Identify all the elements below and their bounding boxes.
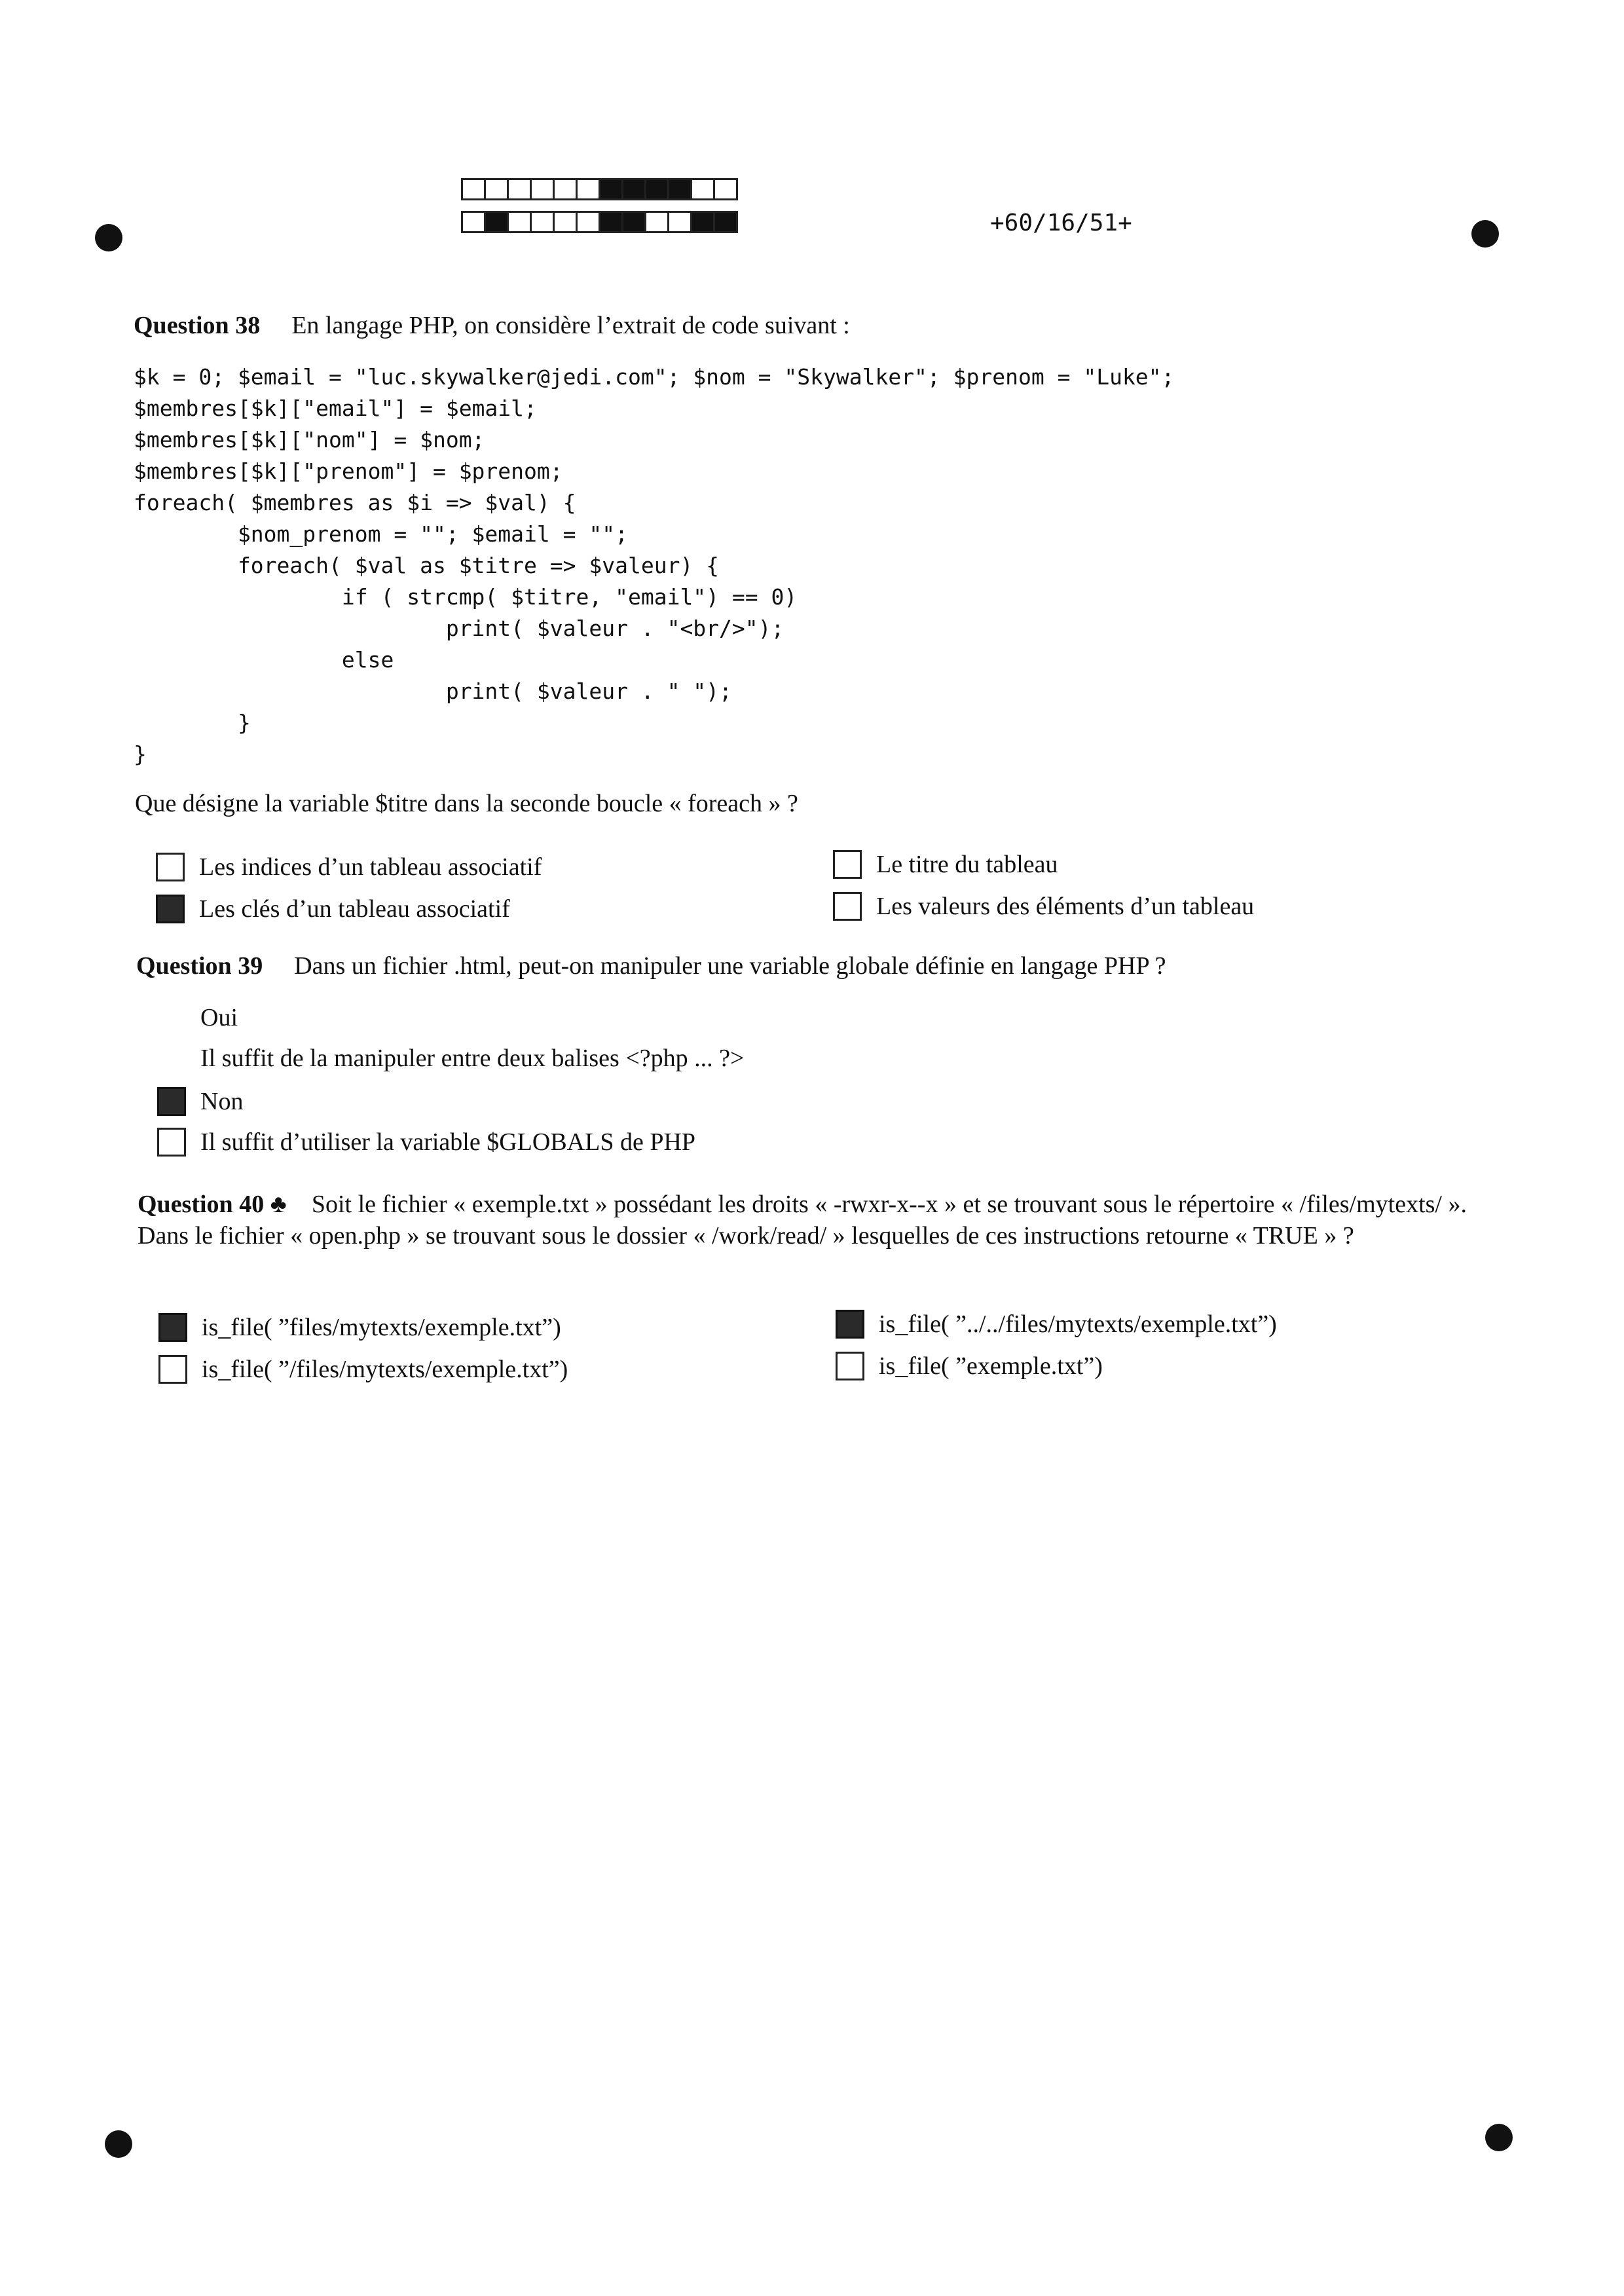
- q40-option-2-checkbox[interactable]: [158, 1355, 187, 1384]
- question-38-title: [134, 311, 850, 340]
- bc2-cell-1: [484, 211, 509, 233]
- q39-option-3-label: Non: [200, 1088, 244, 1115]
- question-40-block: [138, 1189, 1467, 1251]
- registration-mark-bottom-right: [1485, 2124, 1513, 2151]
- q40-option-4-checkbox[interactable]: [836, 1352, 864, 1380]
- bc1-cell-8: [644, 178, 669, 200]
- question-40-label: Question 40 ♣: [138, 1191, 287, 1218]
- registration-mark-top-left: [95, 224, 122, 251]
- q38-option-3-label: Le titre du tableau: [876, 851, 1058, 878]
- q40-option-2[interactable]: [158, 1355, 568, 1384]
- bc1-cell-7: [621, 178, 646, 200]
- bc1-cell-9: [667, 178, 692, 200]
- bc2-cell-9: [667, 211, 692, 233]
- registration-mark-top-right: [1471, 220, 1499, 248]
- bc1-cell-0: [461, 178, 486, 200]
- q40-option-3-label: is_file( ”../../files/mytexts/exemple.txt”): [879, 1310, 1277, 1338]
- bc1-cell-3: [530, 178, 555, 200]
- bc2-cell-5: [576, 211, 600, 233]
- bc2-cell-2: [507, 211, 532, 233]
- barcode-row-2: [461, 211, 736, 233]
- question-39-label: Question 39: [136, 952, 263, 980]
- question-38-question: Que désigne la variable $titre dans la seconde boucle « foreach » ?: [135, 790, 798, 817]
- bc2-cell-10: [690, 211, 715, 233]
- q40-option-1-label: is_file( ”files/mytexts/exemple.txt”): [202, 1314, 561, 1341]
- q38-option-4[interactable]: [833, 892, 1254, 921]
- q39-option-1[interactable]: [157, 1003, 238, 1032]
- q38-option-3-checkbox[interactable]: [833, 850, 862, 879]
- q40-option-3-checkbox[interactable]: [836, 1310, 864, 1339]
- question-39-prompt: Dans un fichier .html, peut-on manipuler une variable globale définie en langage PHP ?: [294, 952, 1166, 980]
- q39-option-3-checkbox[interactable]: [157, 1087, 186, 1116]
- bc2-cell-6: [599, 211, 623, 233]
- page-id: +60/16/51+: [990, 210, 1132, 236]
- q40-option-2-label: is_file( ”/files/mytexts/exemple.txt”): [202, 1356, 568, 1383]
- q38-option-4-label: Les valeurs des éléments d’un tableau: [876, 893, 1255, 920]
- php-code-block: $k = 0; $email = "luc.skywalker@jedi.com"; $nom = "Skywalker"; $prenom = "Luke"; $membres[$k]["email"] = $email; $membres[$k]["nom"] = $nom; $membres[$k]["prenom"] = $prenom; foreach( $membres as $i => $val) { $nom_prenom = ""; $email = ""; foreach( $val as $titre => $valeur) { if ( strcmp( $titre, "email") == 0) print( $valeur . "<br/>"); else print( $valeur . " "); } }: [134, 364, 1175, 767]
- q40-option-1-checkbox[interactable]: [158, 1313, 187, 1342]
- bc1-cell-5: [576, 178, 600, 200]
- q38-option-1[interactable]: [156, 853, 542, 881]
- bc2-cell-8: [644, 211, 669, 233]
- q40-option-1[interactable]: [158, 1313, 561, 1342]
- bc1-cell-11: [713, 178, 738, 200]
- barcode-row-1: [461, 178, 736, 200]
- q39-option-1-label: Oui: [200, 1004, 238, 1031]
- q39-option-4-label: Il suffit d’utiliser la variable $GLOBALS de PHP: [200, 1128, 696, 1156]
- bc1-cell-2: [507, 178, 532, 200]
- q39-option-4-checkbox[interactable]: [157, 1128, 186, 1157]
- question-40-prompt: Soit le fichier « exemple.txt » possédant les droits « -rwxr-x--x » et se trouvant sous le répertoire « /files/mytexts/ ». Dans le fichier « open.php » se trouvant sous le dossier « /work/read/ » lesquelles de ces instructions retourne « TRUE » ?: [138, 1191, 1467, 1250]
- registration-mark-bottom-left: [105, 2130, 132, 2158]
- bc2-cell-7: [621, 211, 646, 233]
- bc1-cell-4: [553, 178, 578, 200]
- q38-option-2-checkbox[interactable]: [156, 895, 185, 923]
- q39-option-2-label: Il suffit de la manipuler entre deux balises <?php ... ?>: [200, 1045, 745, 1072]
- bc2-cell-11: [713, 211, 738, 233]
- bc2-cell-4: [553, 211, 578, 233]
- q40-option-4-label: is_file( ”exemple.txt”): [879, 1352, 1103, 1380]
- bc2-cell-3: [530, 211, 555, 233]
- q38-option-1-label: Les indices d’un tableau associatif: [199, 853, 542, 881]
- bc1-cell-6: [599, 178, 623, 200]
- q38-option-3[interactable]: [833, 850, 1058, 879]
- q38-option-4-checkbox[interactable]: [833, 892, 862, 921]
- q39-option-3[interactable]: [157, 1087, 243, 1116]
- bc2-cell-0: [461, 211, 486, 233]
- q38-option-2-label: Les clés d’un tableau associatif: [199, 895, 510, 923]
- q39-option-4[interactable]: [157, 1128, 695, 1157]
- q38-option-1-checkbox[interactable]: [156, 853, 185, 881]
- q40-option-3[interactable]: [836, 1310, 1277, 1339]
- q38-option-2[interactable]: [156, 895, 510, 923]
- bc1-cell-1: [484, 178, 509, 200]
- question-39-title: [136, 952, 1166, 980]
- question-38-prompt: En langage PHP, on considère l’extrait de code suivant :: [291, 312, 850, 339]
- question-38-label: Question 38: [134, 312, 261, 339]
- q40-option-4[interactable]: [836, 1352, 1103, 1380]
- q39-option-2[interactable]: [157, 1044, 744, 1073]
- bc1-cell-10: [690, 178, 715, 200]
